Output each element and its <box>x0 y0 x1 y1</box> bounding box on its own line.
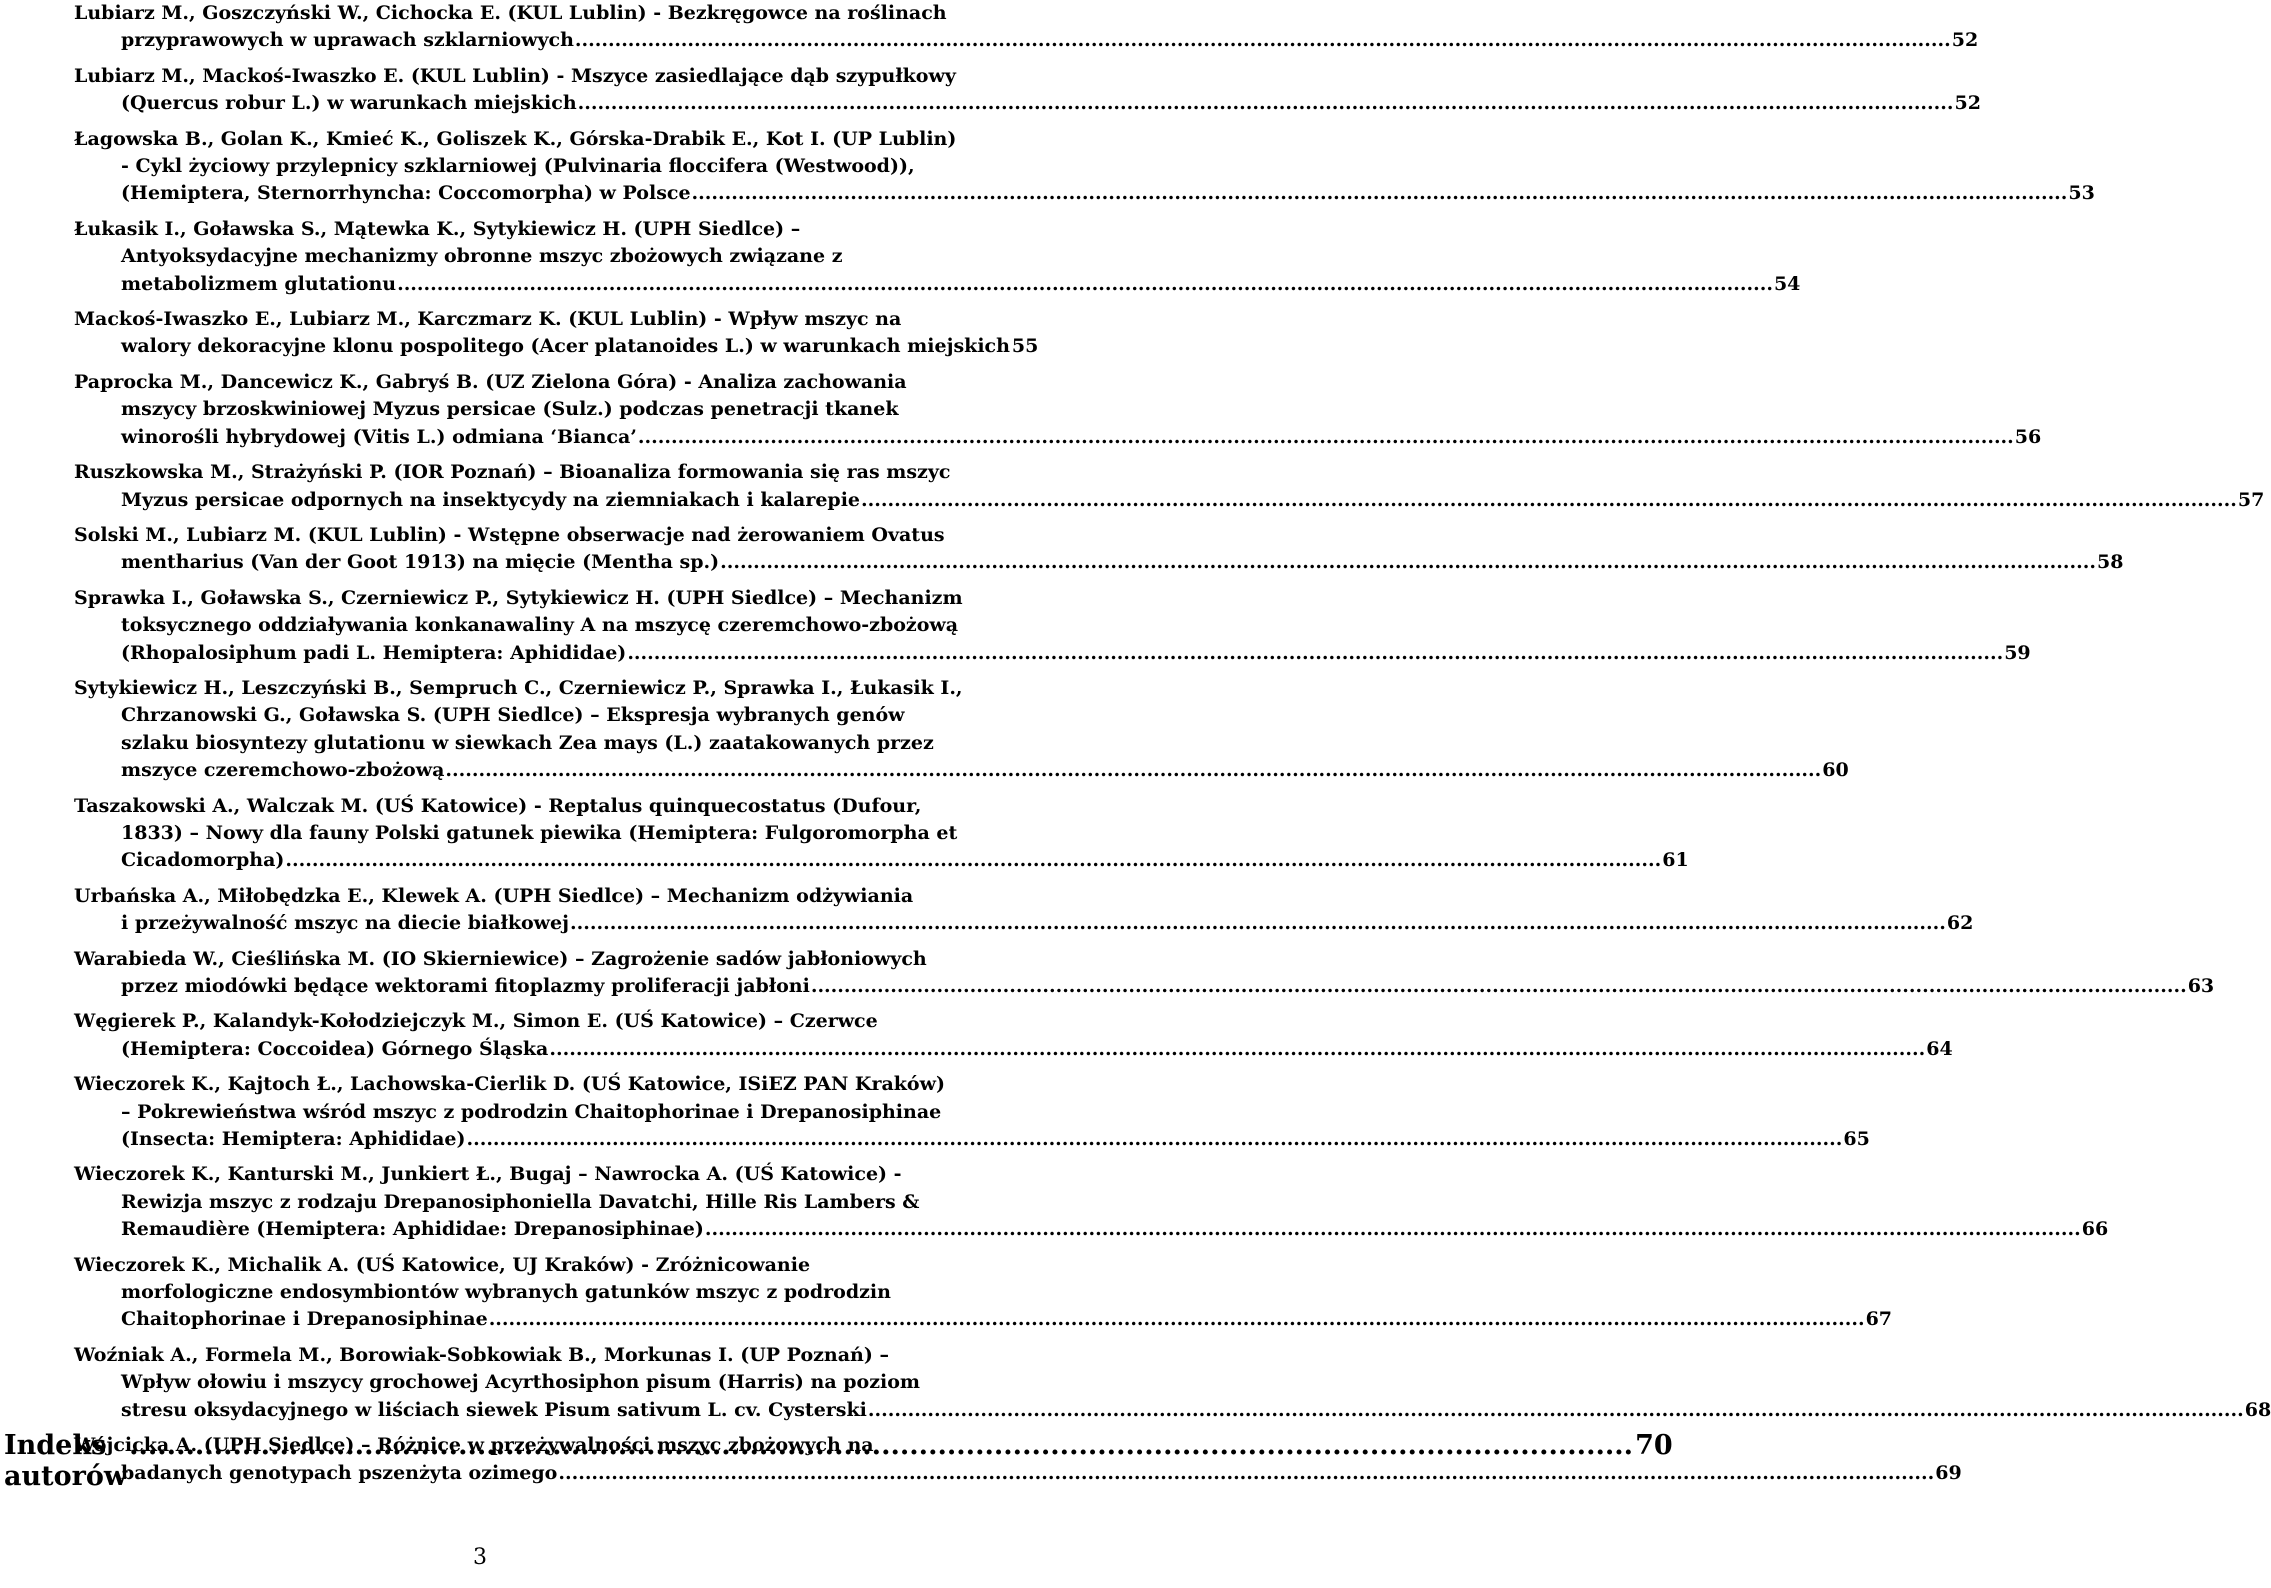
toc-entry-text: (Hemiptera: Coccoidea) Górnego Śląska <box>121 1037 549 1060</box>
toc-entry <box>74 63 1981 118</box>
toc-entry-text: mszyce czeremchowo-zbożową <box>121 759 445 782</box>
toc-entry-first-line: Sytykiewicz H., Leszczyński B., Sempruch C., Czerniewicz P., Sprawka I., Łukasik I., <box>74 676 963 699</box>
toc-page-number: 61 <box>1662 849 1689 872</box>
toc-entry-first-line: Solski M., Lubiarz M. (KUL Lublin) - Wstępne obserwacje nad żerowaniem Ovatus <box>74 523 945 546</box>
toc-entry-line: – Pokrewieństwa wśród mszyc z podrodzin Chaitophorinae i Drepanosiphinae <box>121 1100 942 1123</box>
toc-entry-last-line <box>74 27 1979 54</box>
toc-entry <box>74 459 2265 514</box>
dot-leader <box>861 487 2237 514</box>
toc-entry-last-line <box>74 271 1801 298</box>
toc-entry-text: winorośli hybrydowej (Vitis L.) odmiana ‘Bianca’ <box>121 425 637 448</box>
toc-entry-text: (Rhopalosiphum padi L. Hemiptera: Aphididae) <box>121 641 627 664</box>
toc-entry <box>74 585 2031 667</box>
toc-entry-last-line <box>74 757 1849 784</box>
toc-entry-text: Cicadomorpha) <box>121 849 285 872</box>
dot-leader <box>570 910 1946 937</box>
toc-entry-text: stresu oksydacyjnego w liściach siewek Pisum sativum L. cv. Cysterski <box>121 1398 867 1421</box>
toc-entry-line: 1833) – Nowy dla fauny Polski gatunek piewika (Hemiptera: Fulgoromorpha et <box>121 821 958 844</box>
toc-entry-line: morfologiczne endosymbiontów wybranych gatunków mszyc z podrodzin <box>121 1281 891 1304</box>
toc-entry-line: szlaku biosyntezy glutationu w siewkach Zea mays (L.) zaatakowanych przez <box>121 731 934 754</box>
toc-entry-first-line: Węgierek P., Kalandyk-Kołodziejczyk M., Simon E. (UŚ Katowice) – Czerwce <box>74 1010 878 1033</box>
toc-entry <box>74 946 2215 1001</box>
toc-entry-text: (Quercus robur L.) w warunkach miejskich <box>121 92 577 115</box>
toc-entry-last-line <box>74 1216 2109 1243</box>
toc-entry <box>74 126 2095 208</box>
toc-entry-last-line <box>74 90 1981 117</box>
dot-leader <box>638 424 2014 451</box>
toc-page-number: 60 <box>1822 759 1849 782</box>
index-entry <box>4 1430 1673 1492</box>
toc-page-number: 66 <box>2081 1218 2109 1241</box>
index-page: 70 <box>1635 1430 1673 1461</box>
toc-entry-line: Wpływ ołowiu i mszycy grochowej Acyrthosiphon pisum (Harris) na poziom <box>121 1371 920 1394</box>
toc-entry-first-line: Ruszkowska M., Strażyński P. (IOR Poznań) – Bioanaliza formowania się ras mszyc <box>74 461 951 484</box>
dot-leader <box>692 180 2068 207</box>
toc-entry-text: Remaudière (Hemiptera: Aphididae: Drepanosiphinae) <box>121 1218 704 1241</box>
toc-entry-first-line: Wieczorek K., Kajtoch Ł., Lachowska-Cierlik D. (UŚ Katowice, ISiEZ PAN Kraków) <box>74 1073 945 1096</box>
toc-page-number: 59 <box>2004 641 2031 664</box>
toc-entry <box>74 1252 1893 1334</box>
toc-entry-first-line: Mackoś-Iwaszko E., Lubiarz M., Karczmarz K. (KUL Lublin) - Wpływ mszyc na <box>74 308 902 331</box>
toc-entry-last-line <box>74 424 2042 451</box>
dot-leader <box>720 549 2096 576</box>
dot-leader <box>445 757 1821 784</box>
toc-entry-last-line <box>74 1126 1870 1153</box>
toc-entry-line: Antyoksydacyjne mechanizmy obronne mszyc zbożowych związane z <box>121 245 843 268</box>
toc-entry-last-line <box>74 1306 1893 1333</box>
index-label: Indeks autorów <box>4 1430 128 1492</box>
toc-entry <box>74 522 2124 577</box>
toc-entry-text: przez miodówki będące wektorami fitoplazmy proliferacji jabłoni <box>121 975 810 997</box>
toc-entry-first-line: Wieczorek K., Michalik A. (UŚ Katowice, UJ Kraków) - Zróżnicowanie <box>74 1253 811 1276</box>
toc-entry <box>74 883 1974 938</box>
toc-entry-last-line <box>74 973 2215 1000</box>
toc-entry <box>74 369 2042 451</box>
toc-entry-first-line: Sprawka I., Goławska S., Czerniewicz P., Sytykiewicz H. (UPH Siedlce) – Mechanizm <box>74 586 963 609</box>
toc-entry-last-line <box>74 333 1039 360</box>
dot-leader <box>578 90 1954 117</box>
toc-entry-line: Rewizja mszyc z rodzaju Drepanosiphoniella Davatchi, Hille Ris Lambers & <box>121 1190 920 1213</box>
toc-entry-text: Chaitophorinae i Drepanosiphinae <box>121 1308 488 1331</box>
dot-leader <box>397 271 1773 298</box>
toc-entry-line: - Cykl życiowy przylepnicy szklarniowej (Pulvinaria floccifera (Westwood)), <box>121 155 915 178</box>
toc-entry <box>74 675 1849 785</box>
toc-entry-first-line: Łukasik I., Goławska S., Mątewka K., Sytykiewicz H. (UPH Siedlce) – <box>74 217 801 240</box>
toc-entry-first-line: Lubiarz M., Goszczyński W., Cichocka E. (KUL Lublin) - Bezkręgowce na roślinach <box>74 2 947 24</box>
toc-entry-last-line <box>74 1397 2271 1424</box>
dot-leader <box>549 1036 1925 1063</box>
dot-leader <box>575 27 1951 54</box>
toc-entry <box>74 306 1039 361</box>
toc-entry <box>74 1008 1953 1063</box>
toc-entry-text: Myzus persicae odpornych na insektycydy na ziemniakach i kalarepie <box>121 488 861 511</box>
toc-entry-first-line: Lubiarz M., Mackoś-Iwaszko E. (KUL Lublin) - Mszyce zasiedlające dąb szypułkowy <box>74 64 956 87</box>
toc-entry-last-line <box>74 487 2265 514</box>
toc-entry <box>74 1071 1870 1153</box>
toc-entry-text: mentharius (Van der Goot 1913) na mięcie (Mentha sp.) <box>121 551 720 574</box>
toc-entry-last-line <box>74 847 1689 874</box>
toc-entry-last-line <box>74 1036 1953 1063</box>
toc-entry <box>74 1161 2109 1243</box>
toc-page-number: 64 <box>1926 1037 1953 1060</box>
toc-entry-text: walory dekoracyjne klonu pospolitego (Acer platanoides L.) w warunkach miejskich <box>121 335 1010 358</box>
toc-entry-text: przyprawowych w uprawach szklarniowych <box>121 29 574 52</box>
toc-page-number: 56 <box>2014 425 2042 448</box>
toc-page-number: 52 <box>1951 29 1979 52</box>
toc-entry-first-line: Warabieda W., Cieślińska M. (IO Skierniewice) – Zagrożenie sadów jabłoniowych <box>74 947 927 970</box>
toc-entry-last-line <box>74 910 1974 937</box>
dot-leader <box>705 1216 2081 1243</box>
toc-entry-first-line: Taszakowski A., Walczak M. (UŚ Katowice) - Reptalus quinquecostatus (Dufour, <box>74 794 922 817</box>
toc-page-number: 58 <box>2096 551 2124 574</box>
toc-entry-text: badanych genotypach pszenżyta ozimego <box>121 1461 558 1484</box>
dot-leader <box>466 1126 1842 1153</box>
dot-leader <box>868 1397 2244 1424</box>
toc-entry <box>74 0 1979 55</box>
toc-entry-first-line: Łagowska B., Golan K., Kmieć K., Goliszek K., Górska-Drabik E., Kot I. (UP Lublin) <box>74 127 957 150</box>
toc-entry <box>74 1342 2271 1424</box>
dot-leader <box>129 1430 1633 1461</box>
dot-leader <box>811 973 2187 1000</box>
toc-entry-first-line: Wójcicka A. (UPH Siedlce) – Różnice w przeżywalności mszyc zbożowych na <box>74 1434 874 1457</box>
page-number: 3 <box>473 1545 487 1570</box>
toc-page-number: 53 <box>2068 182 2095 205</box>
toc-entry <box>74 793 1689 875</box>
toc-page-number: 52 <box>1954 92 1981 115</box>
toc-entry-text: (Insecta: Hemiptera: Aphididae) <box>121 1128 466 1151</box>
toc-page-number: 55 <box>1011 335 1039 358</box>
dot-leader <box>489 1306 1865 1333</box>
toc-entry <box>74 216 1801 298</box>
toc-entry-first-line: Urbańska A., Miłobędzka E., Klewek A. (UPH Siedlce) – Mechanizm odżywiania <box>74 884 914 907</box>
toc-entry-first-line: Woźniak A., Formela M., Borowiak-Sobkowiak B., Morkunas I. (UP Poznań) – <box>74 1343 889 1366</box>
dot-leader <box>285 847 1661 874</box>
toc-page-number: 62 <box>1946 912 1974 935</box>
toc-entry-line: toksycznego oddziaływania konkanawaliny A na mszycę czeremchowo-zbożową <box>121 614 959 637</box>
toc-page-number: 57 <box>2237 488 2265 511</box>
toc-entry-first-line: Paprocka M., Dancewicz K., Gabryś B. (UZ Zielona Góra) - Analiza zachowania <box>74 370 907 393</box>
toc-page-number: 54 <box>1773 272 1801 295</box>
toc-page-number: 65 <box>1843 1128 1870 1151</box>
toc-page-number: 67 <box>1865 1308 1893 1331</box>
toc-entry-text: i przeżywalność mszyc na diecie białkowej <box>121 912 570 935</box>
toc-entry-text: metabolizmem glutationu <box>121 272 397 295</box>
toc-page-number: 68 <box>2244 1398 2271 1421</box>
toc-entry-line: Chrzanowski G., Goławska S. (UPH Siedlce) – Ekspresja wybranych genów <box>121 704 905 727</box>
toc-page-number: 63 <box>2187 975 2215 997</box>
toc-entry-last-line <box>74 180 2095 207</box>
toc-entry-text: (Hemiptera, Sternorrhyncha: Coccomorpha) w Polsce <box>121 182 691 205</box>
toc-page-number: 69 <box>1935 1461 1962 1484</box>
toc-entry-last-line <box>74 549 2124 576</box>
toc-entry-first-line: Wieczorek K., Kanturski M., Junkiert Ł., Bugaj – Nawrocka A. (UŚ Katowice) - <box>74 1163 902 1186</box>
toc-entry-line: mszycy brzoskwiniowej Myzus persicae (Sulz.) podczas penetracji tkanek <box>121 398 899 421</box>
dot-leader <box>627 640 2003 667</box>
toc-entry-last-line <box>74 640 2031 667</box>
